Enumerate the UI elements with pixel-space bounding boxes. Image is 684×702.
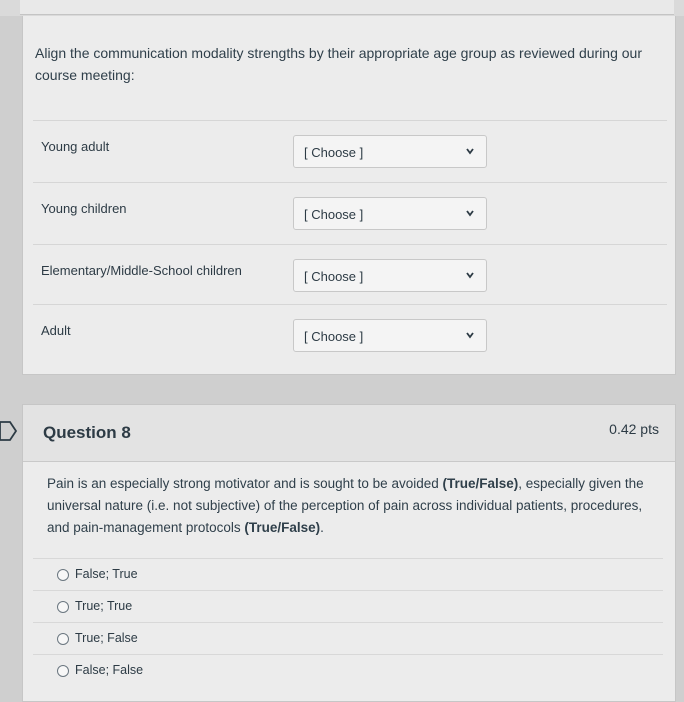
chevron-down-icon — [464, 207, 476, 219]
answer-label: True; False — [75, 631, 138, 645]
match-row-young-adult — [33, 120, 667, 181]
question-text-part: Pain is an especially strong motivator and is sought to be avoided — [47, 476, 443, 491]
question-7-card — [22, 16, 676, 375]
top-strip — [0, 0, 684, 16]
select-value: [ Choose ] — [304, 329, 364, 344]
question-7-prompt: Align the communication modality strengths by their appropriate age group as reviewed during our course meeting: — [35, 45, 643, 83]
select-value: [ Choose ] — [304, 207, 364, 222]
question-title: Question 8 — [43, 423, 131, 442]
match-label: Elementary/Middle-School children — [41, 263, 242, 278]
flag-marker-icon[interactable] — [0, 420, 18, 442]
select-value: [ Choose ] — [304, 269, 364, 284]
chevron-down-icon — [464, 329, 476, 341]
match-select-elementary-middle-school[interactable] — [293, 259, 487, 292]
question-text-part: , especially given the universal nature (i.e. not subjective) of the perception of pain across individual patients, procedures, and pain-management protocols — [47, 476, 644, 535]
answer-option-false-false[interactable] — [33, 654, 663, 686]
match-label: Young children — [41, 201, 127, 216]
chevron-down-icon — [464, 145, 476, 157]
question-8-card — [22, 404, 676, 702]
answer-label: False; True — [75, 567, 138, 581]
match-label: Young adult — [41, 139, 110, 154]
answer-option-true-false[interactable] — [33, 622, 663, 654]
question-text-emphasis: (True/False) — [244, 520, 321, 535]
match-select-adult[interactable] — [293, 319, 487, 352]
answer-list — [33, 558, 663, 686]
question-text-emphasis: (True/False) — [442, 476, 519, 491]
answer-option-false-true[interactable] — [33, 558, 663, 590]
radio-button-icon[interactable] — [57, 633, 69, 645]
chevron-down-icon — [464, 269, 476, 281]
answer-option-true-true[interactable] — [33, 590, 663, 622]
previous-card-edge — [20, 0, 674, 15]
question-text-part: . — [320, 520, 324, 535]
answer-label: False; False — [75, 663, 144, 677]
question-header — [23, 405, 675, 462]
answer-label: True; True — [75, 599, 133, 613]
radio-button-icon[interactable] — [57, 665, 69, 677]
question-points: 0.42 pts — [609, 421, 659, 437]
radio-button-icon[interactable] — [57, 569, 69, 581]
match-row-young-children — [33, 182, 667, 243]
question-8-text — [47, 473, 659, 539]
select-value: [ Choose ] — [304, 145, 364, 160]
match-row-elementary-middle-school — [33, 244, 667, 305]
match-select-young-children[interactable] — [293, 197, 487, 230]
match-label: Adult — [41, 323, 71, 338]
match-select-young-adult[interactable] — [293, 135, 487, 168]
match-row-adult — [33, 304, 667, 365]
radio-button-icon[interactable] — [57, 601, 69, 613]
